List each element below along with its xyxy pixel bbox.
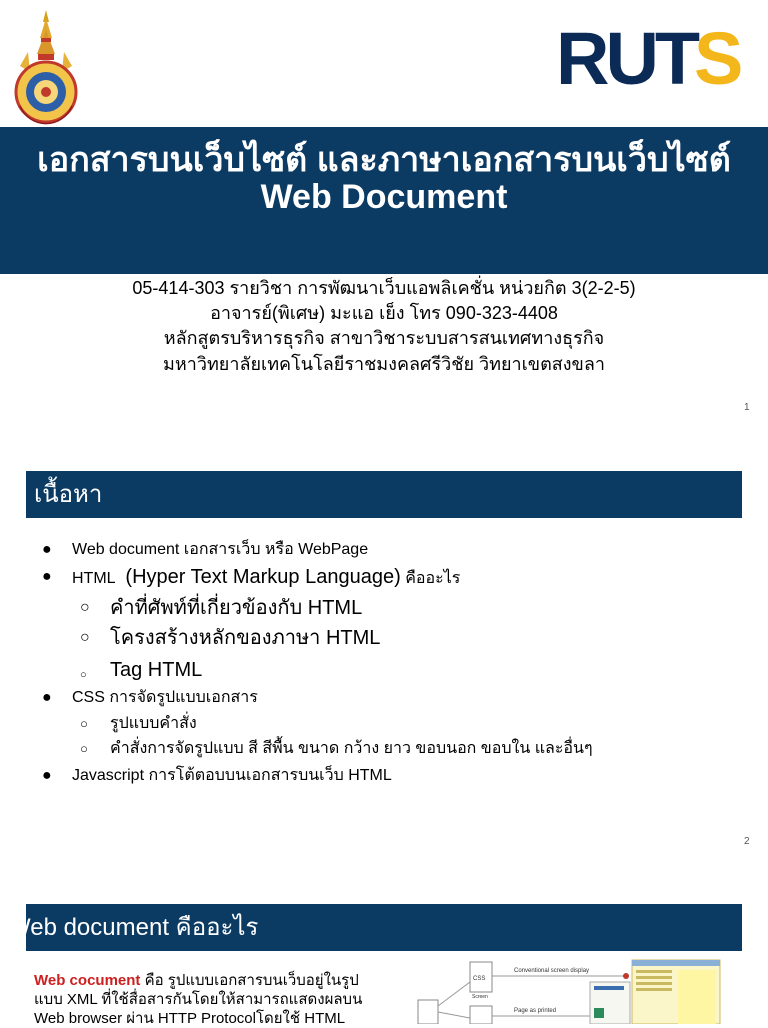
diagram-top-label: Conventional screen display [514, 968, 590, 974]
list-item-text: รูปแบบคำสั่ง [110, 715, 197, 732]
program-info-line: หลักสูตรบริหารธุรกิจ สาขาวิชาระบบสารสนเทศทางธุรกิจ [163, 328, 605, 348]
sub-bullet-mark: ○ [80, 629, 90, 646]
list-item-text: Javascript การโต้ตอบบนเอกสารบนเว็บ HTML [72, 767, 392, 784]
highlighted-term: Web cocument [34, 972, 141, 989]
sub-bullet-mark: ○ [80, 741, 88, 756]
university-seal-logo [10, 8, 82, 126]
ruts-logo [556, 22, 756, 96]
list-item-text: Tag HTML [110, 659, 203, 681]
course-info-line: 05-414-303 รายวิชา การพัฒนาเว็บแอพลิเคชั่น หน่วยกิต 3(2-2-5) [132, 278, 636, 298]
css-display-diagram [414, 956, 724, 1024]
list-item-text: คำที่ศัพท์ที่เกี่ยวข้องกับ HTML [110, 597, 363, 619]
diagram-print-label: Page as printed [514, 1008, 557, 1014]
section-header-web-document [8, 904, 742, 951]
list-item-text-large: (Hyper Text Markup Language) [125, 566, 401, 588]
svg-text:RUT: RUT [556, 22, 697, 96]
list-item-text: คำสั่งการจัดรูปแบบ สี สีพื้น ขนาด กว้าง ยาว ขอบนอก ขอบใน และอื่นๆ [110, 740, 593, 757]
bullet-mark: ● [42, 689, 52, 706]
paragraph-line: Web browser ผ่าน HTTP Protocolโดยใช้ HTML [34, 1010, 346, 1027]
bullet-mark: ● [42, 568, 52, 585]
list-item-text: โครงสร้างหลักของภาษา HTML [110, 627, 381, 649]
slide-title-english: Web Document [260, 178, 508, 216]
list-item-text: Web document เอกสารเว็บ หรือ WebPage [72, 541, 369, 558]
slide-title-thai: เอกสารบนเว็บไซต์ และภาษาเอกสารบนเว็บไซต์ [37, 141, 731, 179]
university-info-line: มหาวิทยาลัยเทคโนโลยีราชมงคลศรีวิชัย วิทยาเขตสงขลา [163, 354, 605, 374]
list-item-text: คืออะไร [405, 570, 461, 587]
sub-bullet-mark: ○ [80, 669, 87, 681]
sub-bullet-mark: ○ [80, 716, 88, 731]
diagram-css-label: CSS [473, 976, 486, 982]
bullet-mark: ● [42, 541, 52, 558]
diagram-screen-label: Screen [472, 994, 488, 1000]
instructor-info-line: อาจารย์(พิเศษ) มะแอ เย็ง โทร 090-323-4408 [210, 303, 558, 323]
page-number: 1 [744, 402, 750, 413]
definition-paragraph [34, 971, 384, 1028]
paragraph-line: แบบ XML ที่ใช้สื่อสารกันโดยให้สามารถแสดงผลบน [34, 991, 363, 1008]
paragraph-line [34, 971, 384, 990]
svg-text:S: S [694, 22, 744, 96]
section-title: เนื้อหา [34, 481, 103, 508]
section-title: Web document คืออะไร [8, 914, 259, 941]
list-item-text: CSS การจัดรูปแบบเอกสาร [72, 689, 258, 706]
bullet-mark: ● [42, 767, 52, 784]
sub-bullet-mark: ○ [80, 599, 90, 616]
paragraph-text: คือ รูปแบบเอกสารบนเว็บอยู่ในรูป [140, 972, 359, 989]
page-number: 2 [744, 836, 750, 847]
list-item-text: HTML [72, 570, 115, 587]
section-header-contents [26, 471, 742, 518]
